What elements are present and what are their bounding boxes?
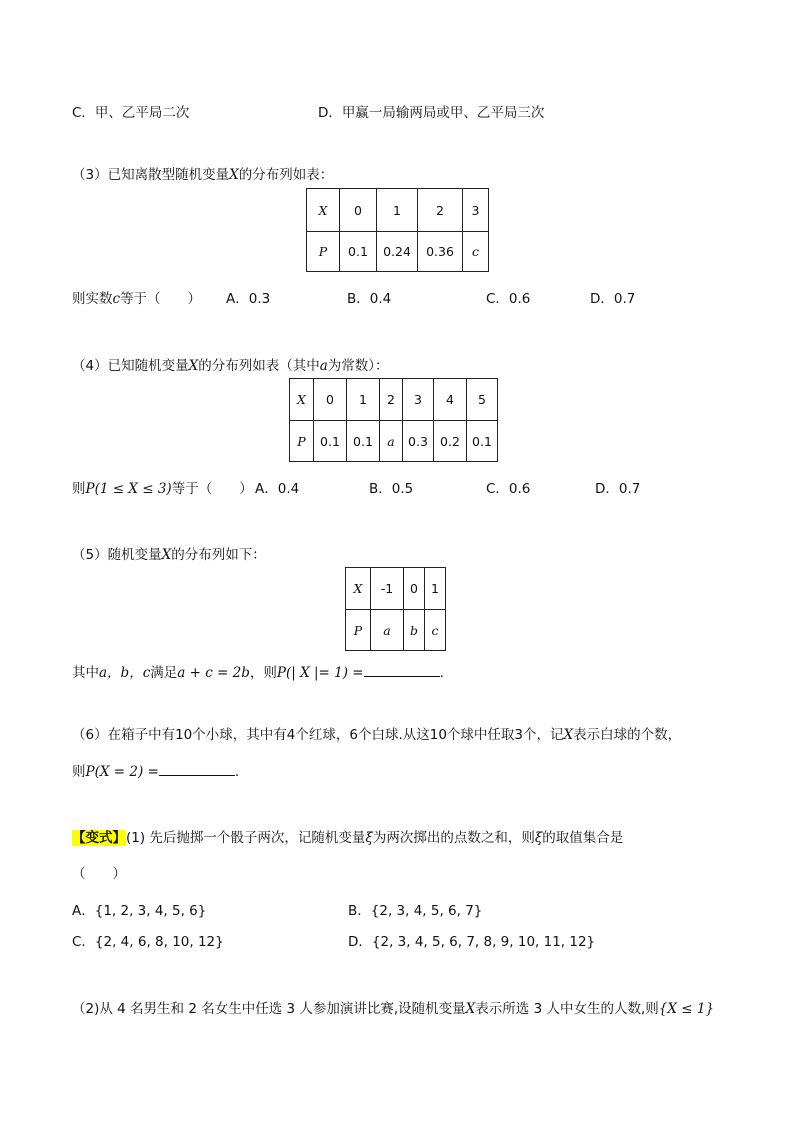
- table-cell: P: [346, 610, 371, 651]
- table-cell: 0: [314, 379, 347, 421]
- table-cell: 0.1: [314, 421, 347, 462]
- q2-option-d: D．甲赢一局输两局或甲、乙平局三次: [318, 105, 545, 121]
- q5-intro: （5）随机变量X的分布列如下：: [72, 547, 266, 563]
- table-cell: 5: [467, 379, 498, 421]
- table-cell: 4: [434, 379, 467, 421]
- variant-q1-paren: （ ）: [72, 866, 126, 882]
- table-cell: 0.1: [340, 232, 377, 272]
- table-cell: 0: [340, 189, 377, 232]
- table-cell: X: [290, 379, 314, 421]
- table-cell: 0.1: [467, 421, 498, 462]
- table-cell: P: [307, 232, 340, 272]
- table-cell: 0.3: [403, 421, 434, 462]
- q5-distribution-table: [345, 567, 446, 651]
- table-cell: -1: [371, 568, 404, 610]
- variant-q1: 【变式】(1) 先后抛掷一个骰子两次，记随机变量ξ为两次掷出的点数之和，则ξ的取值集合是: [72, 830, 624, 846]
- variant-option-d: D．{2, 3, 4, 5, 6, 7, 8, 9, 10, 11, 12}: [348, 934, 596, 950]
- table-cell: 0.24: [377, 232, 418, 272]
- table-cell: 3: [403, 379, 434, 421]
- table-cell: X: [346, 568, 371, 610]
- table-cell: 2: [418, 189, 463, 232]
- q6-line1: （6）在箱子中有10个小球，其中有4个红球，6个白球.从这10个球中任取3个，记X表示白球的个数，: [72, 727, 682, 743]
- q3-option-d: D．0.7: [590, 291, 636, 307]
- q4-option-c: C．0.6: [486, 481, 531, 497]
- variant-tag: 【变式】: [72, 830, 126, 846]
- q4-option-b: B．0.5: [369, 481, 414, 497]
- table-cell: 0.1: [347, 421, 380, 462]
- variant-option-c: C．{2, 4, 6, 8, 10, 12}: [72, 934, 224, 950]
- variant-q2: （2)从 4 名男生和 2 名女生中任选 3 人参加演讲比赛,设随机变量X表示所选 3 人中女生的人数,则{X ≤ 1}: [72, 1001, 715, 1017]
- table-cell: a: [371, 610, 404, 651]
- q5-condition: 其中a，b，c满足a + c = 2b，则P(| X |= 1) = .: [72, 665, 444, 681]
- q3-question: 则实数c等于（ ）: [72, 291, 202, 307]
- table-cell: 2: [380, 379, 403, 421]
- q6-line2: 则P(X = 2) = .: [72, 764, 240, 780]
- table-cell: 1: [377, 189, 418, 232]
- table-cell: P: [290, 421, 314, 462]
- table-cell: b: [404, 610, 425, 651]
- table-cell: c: [425, 610, 446, 651]
- table-cell: a: [380, 421, 403, 462]
- table-cell: X: [307, 189, 340, 232]
- q2-option-c: C．甲、乙平局二次: [72, 105, 190, 121]
- q3-option-b: B．0.4: [347, 291, 392, 307]
- answer-blank[interactable]: [159, 774, 235, 776]
- table-cell: 1: [347, 379, 380, 421]
- answer-blank[interactable]: [364, 675, 440, 677]
- table-cell: 0.2: [434, 421, 467, 462]
- q3-option-a: A．0.3: [226, 291, 271, 307]
- q3-intro: （3）已知离散型随机变量X的分布列如表：: [72, 167, 334, 183]
- variant-option-a: A．{1, 2, 3, 4, 5, 6}: [72, 903, 207, 919]
- q4-intro: （4）已知随机变量X的分布列如表（其中a为常数）：: [72, 358, 389, 374]
- q4-distribution-table: [289, 378, 498, 462]
- q4-question: 则P(1 ≤ X ≤ 3)等于（ ）: [72, 481, 253, 497]
- table-cell: 0.36: [418, 232, 463, 272]
- table-cell: 0: [404, 568, 425, 610]
- table-cell: 1: [425, 568, 446, 610]
- q4-option-a: A．0.4: [255, 481, 300, 497]
- q4-option-d: D．0.7: [595, 481, 641, 497]
- table-cell: 3: [463, 189, 489, 232]
- q3-distribution-table: [306, 188, 489, 272]
- q3-option-c: C．0.6: [486, 291, 531, 307]
- variant-option-b: B．{2, 3, 4, 5, 6, 7}: [348, 903, 483, 919]
- table-cell: c: [463, 232, 489, 272]
